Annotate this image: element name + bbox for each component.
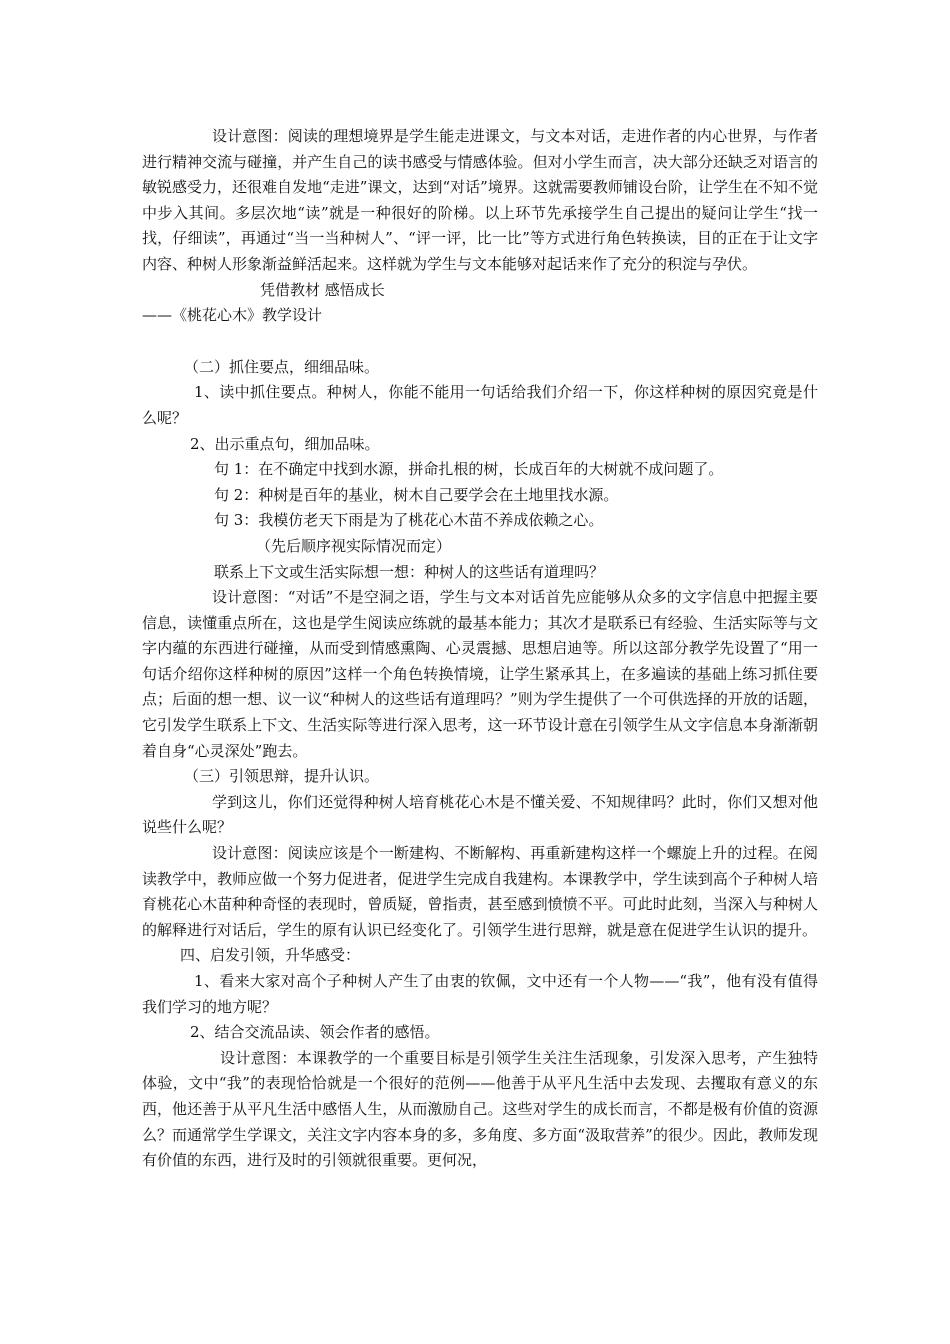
think-prompt: 联系上下文或生活实际想一想：种树人的这些话有道理吗？ xyxy=(214,562,605,581)
section-4-item-1: 1、看来大家对高个子种树人产生了由衷的钦佩，文中还有一个人物——“我”，他有没有值得我们学习的地方呢？ xyxy=(142,972,818,1016)
section-3-heading: （三）引领思辩，提升认识。 xyxy=(184,767,380,786)
design-intent-paragraph-3: 设计意图：阅读应该是个一断建构、不断解构、再重新建构这样一个螺旋上升的过程。在阅读教学中，教师应做一个努力促进者，促进学生完成自我建构。本课教学中，学生读到高个子种树人培育桃花心木苗种种奇怪的表现时，曾质疑，曾指责，甚至感到愤愤不平。可此时此刻，当深入与种树人的解释进行对话后，学生的原有认识已经变化了。引领学生进行思辩，就是意在促进学生认识的提升。 xyxy=(142,844,818,939)
section-4-item-2: 2、结合交流品读、领会作者的感悟。 xyxy=(190,1023,440,1042)
section-2-item-1: 1、读中抓住要点。种树人，你能不能用一句话给我们介绍一下，你这样种树的原因究竟是什么呢？ xyxy=(142,383,818,427)
document-page xyxy=(142,124,818,1174)
key-sentence-2: 句 2：种树是百年的基业，树木自己要学会在土地里找水源。 xyxy=(214,485,619,504)
order-note: （先后顺序视实际情况而定） xyxy=(256,536,452,555)
document-subtitle: ——《桃花心木》教学设计 xyxy=(142,306,323,325)
section-2-heading: （二）抓住要点，细细品味。 xyxy=(184,357,380,376)
blank-line xyxy=(142,329,818,355)
key-sentence-1: 句 1：在不确定中找到水源，拼命扎根的树，长成百年的大树就不成问题了。 xyxy=(214,460,724,479)
document-title: 凭借教材 感悟成长 xyxy=(260,280,385,299)
design-intent-paragraph-2: 设计意图：“对话”不是空洞之语，学生与文本对话首先应能够从众多的文字信息中把握主要信息，读懂重点所在，这也是学生阅读应练就的最基本能力；其次才是联系已有经验、生活实际等与文字内蕴的东西进行碰撞，从而受到情感熏陶、心灵震撼、思想启迪等。所以这部分教学先设置了“用一句话介绍你这样种树的原因”这样一个角色转换情境，让学生紧承其上，在多遍读的基础上练习抓住要点；后面的想一想、议一议“种树人的这些话有道理吗？”则为学生提供了一个可供选择的开放的话题，它引发学生联系上下文、生活实际等进行深入思考，这一环节设计意在引领学生从文字信息本身渐渐朝着自身“心灵深处”跑去。 xyxy=(142,588,818,760)
section-2-item-2: 2、出示重点句，细加品味。 xyxy=(190,434,380,453)
key-sentence-3: 句 3：我模仿老天下雨是为了桃花心木苗不养成依赖之心。 xyxy=(214,511,604,530)
design-intent-paragraph-4: 设计意图：本课教学的一个重要目标是引领学生关注生活现象，引发深入思考，产生独特体验，文中“我”的表现恰恰就是一个很好的范例——他善于从平凡生活中去发现、去攫取有意义的东西，他还善于从平凡生活中感悟人生，从而激励自己。这些对学生的成长而言，不都是极有价值的资源么？而通常学生学课文，关注文字内容本身的多，多角度、多方面“汲取营养”的很少。因此，教师发现有价值的东西，进行及时的引领就很重要。更何况， xyxy=(142,1048,818,1170)
design-intent-paragraph-1: 设计意图：阅读的理想境界是学生能走进课文，与文本对话，走进作者的内心世界，与作者进行精神交流与碰撞，并产生自己的读书感受与情感体验。但对小学生而言，决大部分还缺乏对语言的敏锐感受力，还很难自发地“走进”课文，达到“对话”境界。这就需要教师铺设台阶，让学生在不知不觉中步入其间。多层次地“读”就是一种很好的阶梯。以上环节先承接学生自己提出的疑问让学生“找一找，仔细读”，再通过“当一当种树人”、“评一评，比一比”等方式进行角色转换读，目的正在于让文字内容、种树人形象渐益鲜活起来。这样就为学生与文本能够对起话来作了充分的积淀与孕伏。 xyxy=(142,127,818,273)
section-4-heading: 四、启发引领，升华感受： xyxy=(180,946,361,965)
section-3-question: 学到这儿，你们还觉得种树人培育桃花心木是不懂关爱、不知规律吗？此时，你们又想对他说些什么呢？ xyxy=(142,792,818,837)
